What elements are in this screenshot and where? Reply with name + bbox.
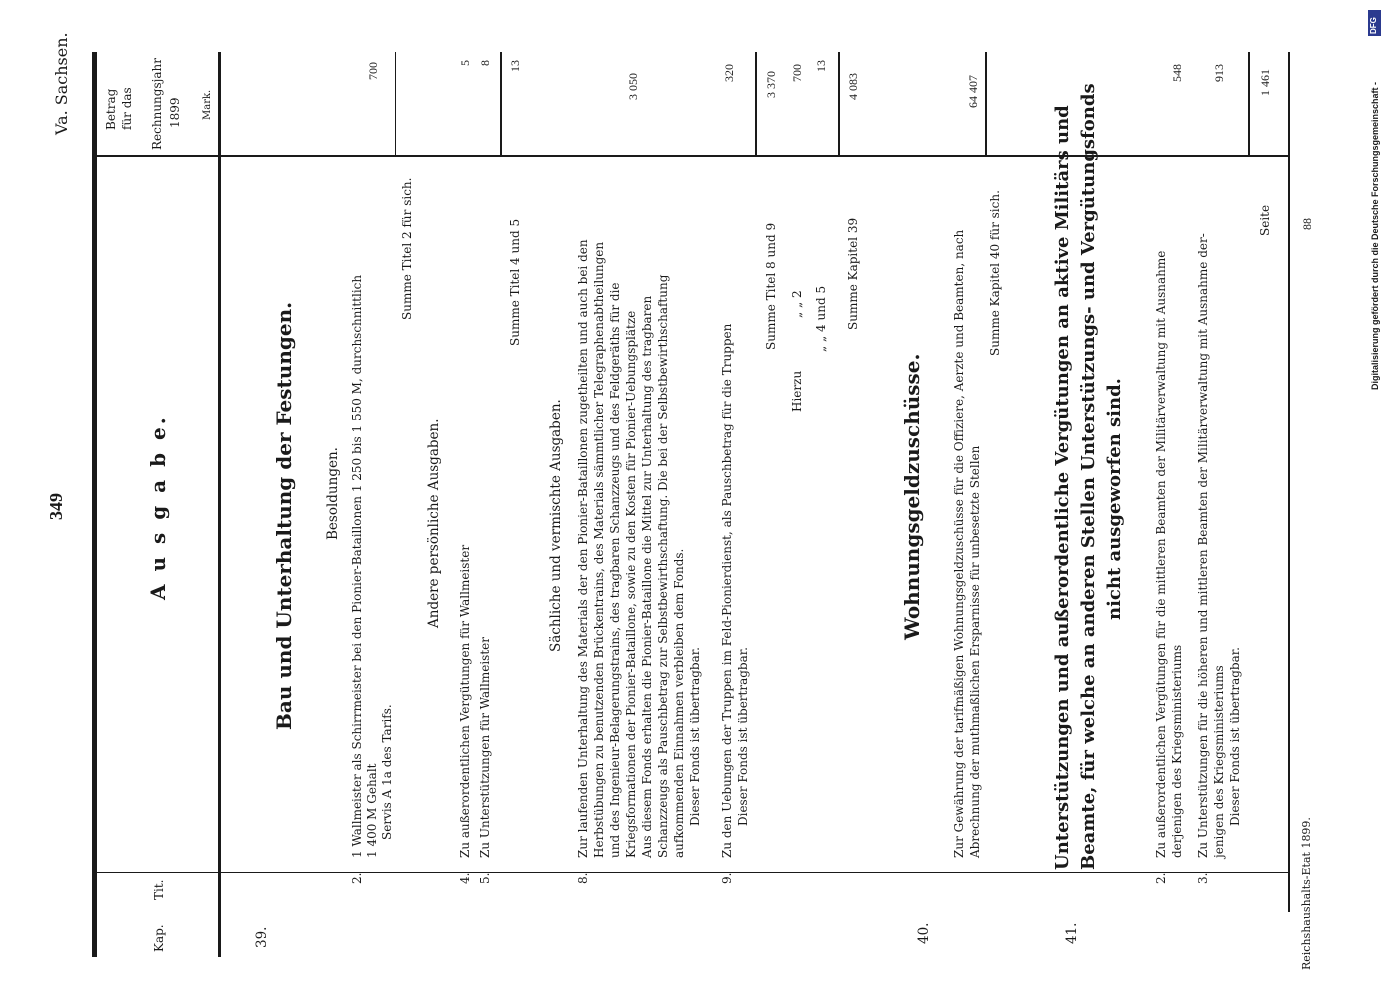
chapter-40-heading: Wohnungsgeldzuschüsse. — [900, 353, 924, 640]
chapter-41-heading-2: Beamte, für welche an anderen Stellen Unterstützungs- und Vergütungsfonds — [1078, 83, 1099, 870]
tit-2-line-1: 1 Wallmeister als Schirrmeister bei den Pionier-Bataillonen 1 250 bis 1 550 M, durchschnittlich — [350, 274, 364, 858]
tit-8-amount: 3 050 — [626, 73, 640, 100]
tit-9-line-1: Zu den Uebungen der Truppen im Feld-Pionierdienst, als Pauschbetrag für die Truppen — [720, 323, 734, 858]
kap-41-tit-3-line-2: jenigen des Kriegsministeriums — [1212, 665, 1226, 858]
kap-40-amount: 64 407 — [966, 75, 980, 108]
kap-40-line-1: Zur Gewährung der tarifmäßigen Wohnungsgeldzuschüsse für die Offiziere, Aerzte und Beamten, nach — [952, 229, 966, 858]
kap-41-tit-3: 3. — [1196, 872, 1210, 884]
kap-41-tit-2-line-1: Zu außerordentlichen Vergütungen für die mittleren Beamten der Militärverwaltung mit Ausnahme — [1154, 250, 1168, 858]
sum-rule — [985, 52, 987, 155]
tit-5: 5. — [478, 872, 492, 884]
tit-8-line-7: aufkommenden Einnahmen verbleiben dem Fonds. — [672, 548, 686, 858]
hierzu-label: Hierzu — [790, 370, 804, 412]
table-top-rule — [92, 52, 97, 957]
tit-header: Tit. — [152, 879, 166, 900]
tit-8: 8. — [576, 872, 590, 884]
tit-8-line-6: Schanzzeugs als Pauschbetrag zur Selbstbewirthschaftung. Die bei der Selbstbewirthschaftung — [656, 274, 670, 858]
footer-etat: Reichshaushalts-Etat 1899. — [1300, 817, 1313, 970]
hierzu-tit-4-5: „ „ 4 und 5 — [814, 285, 828, 352]
tit-4-text: Zu außerordentlichen Vergütungen für Wallmeister — [458, 544, 472, 858]
hierzu-tit-2: „ „ 2 — [790, 290, 804, 318]
sum-tit-8-9-amount: 3 370 — [764, 71, 778, 98]
kap-39: 39. — [254, 926, 270, 948]
sum-rule — [395, 52, 396, 155]
kap-41-tit-2: 2. — [1154, 872, 1168, 884]
currency-header: Mark. — [202, 89, 213, 120]
chapter-41-heading-1: Unterstützungen und außerordentliche Vergütungen an aktive Militärs und — [1052, 105, 1073, 870]
tit-5-amount: 8 — [478, 60, 492, 66]
kap-41-tit-3-line-3: Dieser Fonds ist übertragbar. — [1228, 647, 1242, 826]
sum-kap-39: Summe Kapitel 39 — [846, 217, 860, 330]
tit-8-line-8: Dieser Fonds ist übertragbar. — [688, 647, 702, 826]
kap-41-tit-2-amount: 548 — [1170, 64, 1184, 82]
hierzu-tit-2-amount: 700 — [790, 64, 804, 82]
amount-column-separator — [92, 155, 1290, 157]
footer-page-number: 88 — [1300, 218, 1314, 230]
tit-8-line-1: Zur laufenden Unterhaltung des Materials der den Pionier-Bataillonen zugetheilten und auch bei den — [576, 239, 590, 858]
subheading-material: Sächliche und vermischte Ausgaben. — [548, 399, 564, 652]
page-number: 349 — [46, 493, 66, 520]
digitization-note: Digitalisierung gefördert durch die Deutsche Forschungsgemeinschaft - — [1370, 81, 1380, 390]
dfg-logo-text: DFG — [1369, 17, 1378, 34]
sum-rule — [500, 52, 502, 155]
amount-header-2: für das — [120, 87, 134, 130]
tit-2-line-3: Servis A 1a des Tarifs. — [380, 704, 394, 840]
kap-41-tit-2-line-2: derjenigen des Kriegsministeriums — [1170, 644, 1184, 858]
tit-8-line-4: Kriegsformationen der Pionier-Bataillone, sowie zu den Kosten für Pionier-Uebungsplätze — [624, 310, 638, 858]
kap-40-line-2: Abrechnung der muthmaßlichen Ersparnisse für unbesetzte Stellen — [968, 445, 982, 858]
tit-4-amount: 5 — [458, 60, 472, 66]
kap-41-tit-3-line-1: Zu Unterstützungen für die höheren und mittleren Beamten der Militärverwaltung mit Ausnahme der- — [1196, 233, 1210, 858]
section-title: Va. Sachsen. — [52, 32, 71, 135]
sum-kap-39-amount: 4 083 — [846, 73, 860, 100]
sum-rule — [755, 52, 757, 155]
kap-40: 40. — [916, 922, 932, 944]
subheading-personal: Andere persönliche Ausgaben. — [426, 418, 442, 628]
chapter-39-heading: Bau und Unterhaltung der Festungen. — [272, 301, 296, 730]
kap-41: 41. — [1064, 922, 1080, 944]
tit-8-line-5: Aus diesem Fonds erhalten die Pionier-Bataillone die Mittel zur Unterhaltung des tragbaren — [640, 295, 654, 858]
sum-kap-40: Summe Kapitel 40 für sich. — [988, 190, 1002, 356]
tit-5-text: Zu Unterstützungen für Wallmeister — [478, 637, 492, 858]
sum-tit-2: Summe Titel 2 für sich. — [400, 177, 414, 320]
tit-4: 4. — [458, 872, 472, 884]
tit-2-line-2: 1 400 M Gehalt — [365, 763, 379, 858]
tit-9-line-2: Dieser Fonds ist übertragbar. — [736, 647, 750, 826]
kap-header: Kap. — [152, 924, 166, 952]
amount-header-4: 1899 — [168, 97, 182, 128]
sum-tit-4-5: Summe Titel 4 und 5 — [508, 218, 522, 346]
chapter-41-heading-3: nicht ausgeworfen sind. — [1104, 378, 1125, 620]
main-title: A u s g a b e. — [146, 414, 170, 600]
tit-8-line-3: und des Ingenieur-Belagerungstrains, des tragbaren Schanzzeugs und des Feldgeräths für die — [608, 282, 622, 858]
sum-rule — [1248, 52, 1250, 155]
header-rule — [218, 52, 221, 957]
sum-tit-8-9: Summe Titel 8 und 9 — [764, 222, 778, 350]
bottom-rule — [1288, 52, 1290, 912]
sum-rule — [838, 52, 840, 155]
sum-tit-4-5-amount: 13 — [508, 60, 522, 72]
kap-tit-separator — [92, 872, 1290, 873]
tit-2: 2. — [350, 872, 364, 884]
amount-header-1: Betrag — [104, 88, 118, 130]
subheading-salaries: Besoldungen. — [325, 447, 341, 540]
kap-41-tit-3-amount: 913 — [1212, 64, 1226, 82]
hierzu-tit-4-5-amount: 13 — [814, 60, 828, 72]
tit-9-amount: 320 — [722, 64, 736, 82]
tit-2-amount: 700 — [366, 62, 380, 80]
amount-header-3: Rechnungsjahr — [150, 58, 164, 150]
tit-9: 9. — [720, 872, 734, 884]
seite-label: Seite — [1258, 204, 1272, 236]
tit-8-line-2: Herbstübungen zu benutzenden Brückentrains, des Materials sämmtlicher Telegraphenabtheilungen — [592, 241, 606, 858]
seite-amount: 1 461 — [1258, 69, 1272, 96]
